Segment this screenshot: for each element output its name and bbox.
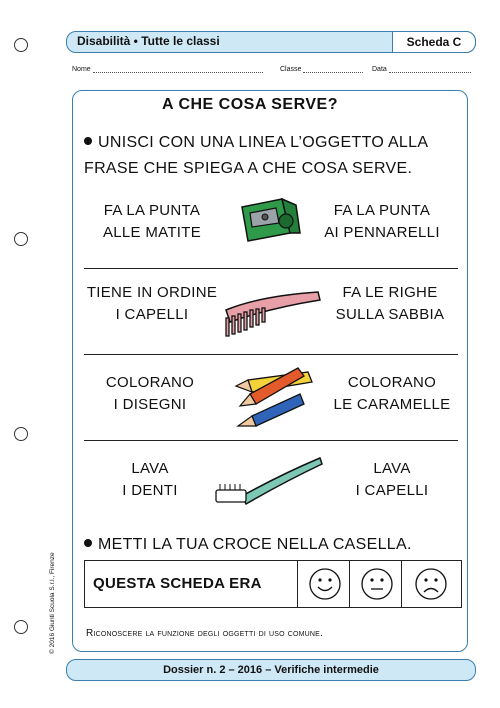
sad-face-icon[interactable] [414,567,448,601]
instruction-2 [84,532,464,558]
comb-icon[interactable] [220,288,324,340]
row-3-right-line-1: COLORANO [347,374,437,391]
rating-box [84,560,462,608]
neutral-face-icon[interactable] [360,567,394,601]
row-4-left-line-1: LAVA [131,460,169,477]
rating-label: QUESTA SCHEDA ERA [93,575,262,592]
row-1-left-line-2: ALLE MATITE [102,224,202,241]
classe-label: Classe [280,66,302,73]
row-1-left-line-1: FA LA PUNTA [103,202,201,219]
row-3-left-line-2: I DISEGNI [113,396,187,413]
row-4-right-line-2: I CAPELLI [355,482,429,499]
happy-face-icon[interactable] [308,567,342,601]
row-4-right-line-1: LAVA [373,460,411,477]
data-label: Data [372,66,387,73]
row-3-left-phrase[interactable] [80,372,220,416]
binder-hole-1 [14,38,28,52]
row-2-right-line-2: SULLA SABBIA [335,306,445,323]
header-bar [66,31,476,53]
row-4-right-phrase[interactable] [322,458,462,502]
row-4-left-phrase[interactable] [80,458,220,502]
row-2-left-line-2: I CAPELLI [115,306,189,323]
row-2-left-phrase[interactable] [82,282,222,326]
nome-label: Nome [72,66,91,73]
neutral-face-cell[interactable] [349,561,402,607]
header-subject: Disabilità • Tutte le classi [77,34,220,48]
pencil-sharpener-icon[interactable] [238,193,302,245]
happy-face-cell[interactable] [297,561,350,607]
binder-hole-3 [14,427,28,441]
row-divider-1 [84,268,458,269]
learning-objective: Riconoscere la funzione degli oggetti di uso comune. [86,628,324,639]
row-divider-2 [84,354,458,355]
row-2-right-line-1: FA LE RIGHE [342,284,438,301]
instruction-2-text: METTI LA TUA CROCE NELLA CASELLA. [98,536,412,553]
nome-field[interactable] [72,66,263,73]
row-1-right-line-1: FA LA PUNTA [333,202,431,219]
colored-pencils-icon[interactable] [228,364,316,430]
row-1-right-phrase[interactable] [312,200,452,244]
row-1-right-line-2: AI PENNARELLI [324,224,440,241]
binder-hole-2 [14,232,28,246]
data-field[interactable] [372,66,471,73]
row-3-left-line-1: COLORANO [105,374,195,391]
row-1-left-phrase[interactable] [82,200,222,244]
row-divider-3 [84,440,458,441]
row-3-right-phrase[interactable] [322,372,462,416]
instruction-1 [84,130,464,182]
footer-bar: Dossier n. 2 – 2016 – Verifiche intermedie [66,659,476,681]
instruction-1-text: UNISCI CON UNA LINEA L’OGGETTO ALLA FRASE CHE SPIEGA A CHE COSA SERVE. [84,134,428,177]
bullet-icon [84,539,92,547]
toothbrush-icon[interactable] [212,454,324,508]
row-2-right-phrase[interactable] [320,282,460,326]
header-sheet-label: Scheda C [392,31,476,53]
copyright-notice: © 2016 Giunti Scuola S.r.l., Firenze [49,552,56,654]
classe-field[interactable] [280,66,363,73]
row-4-left-line-2: I DENTI [122,482,178,499]
row-3-right-line-2: LE CARAMELLE [333,396,451,413]
bullet-icon [84,137,92,145]
row-2-left-line-1: TIENE IN ORDINE [86,284,218,301]
page-title: A CHE COSA SERVE? [162,96,338,113]
sad-face-cell[interactable] [401,561,462,607]
binder-hole-4 [14,620,28,634]
